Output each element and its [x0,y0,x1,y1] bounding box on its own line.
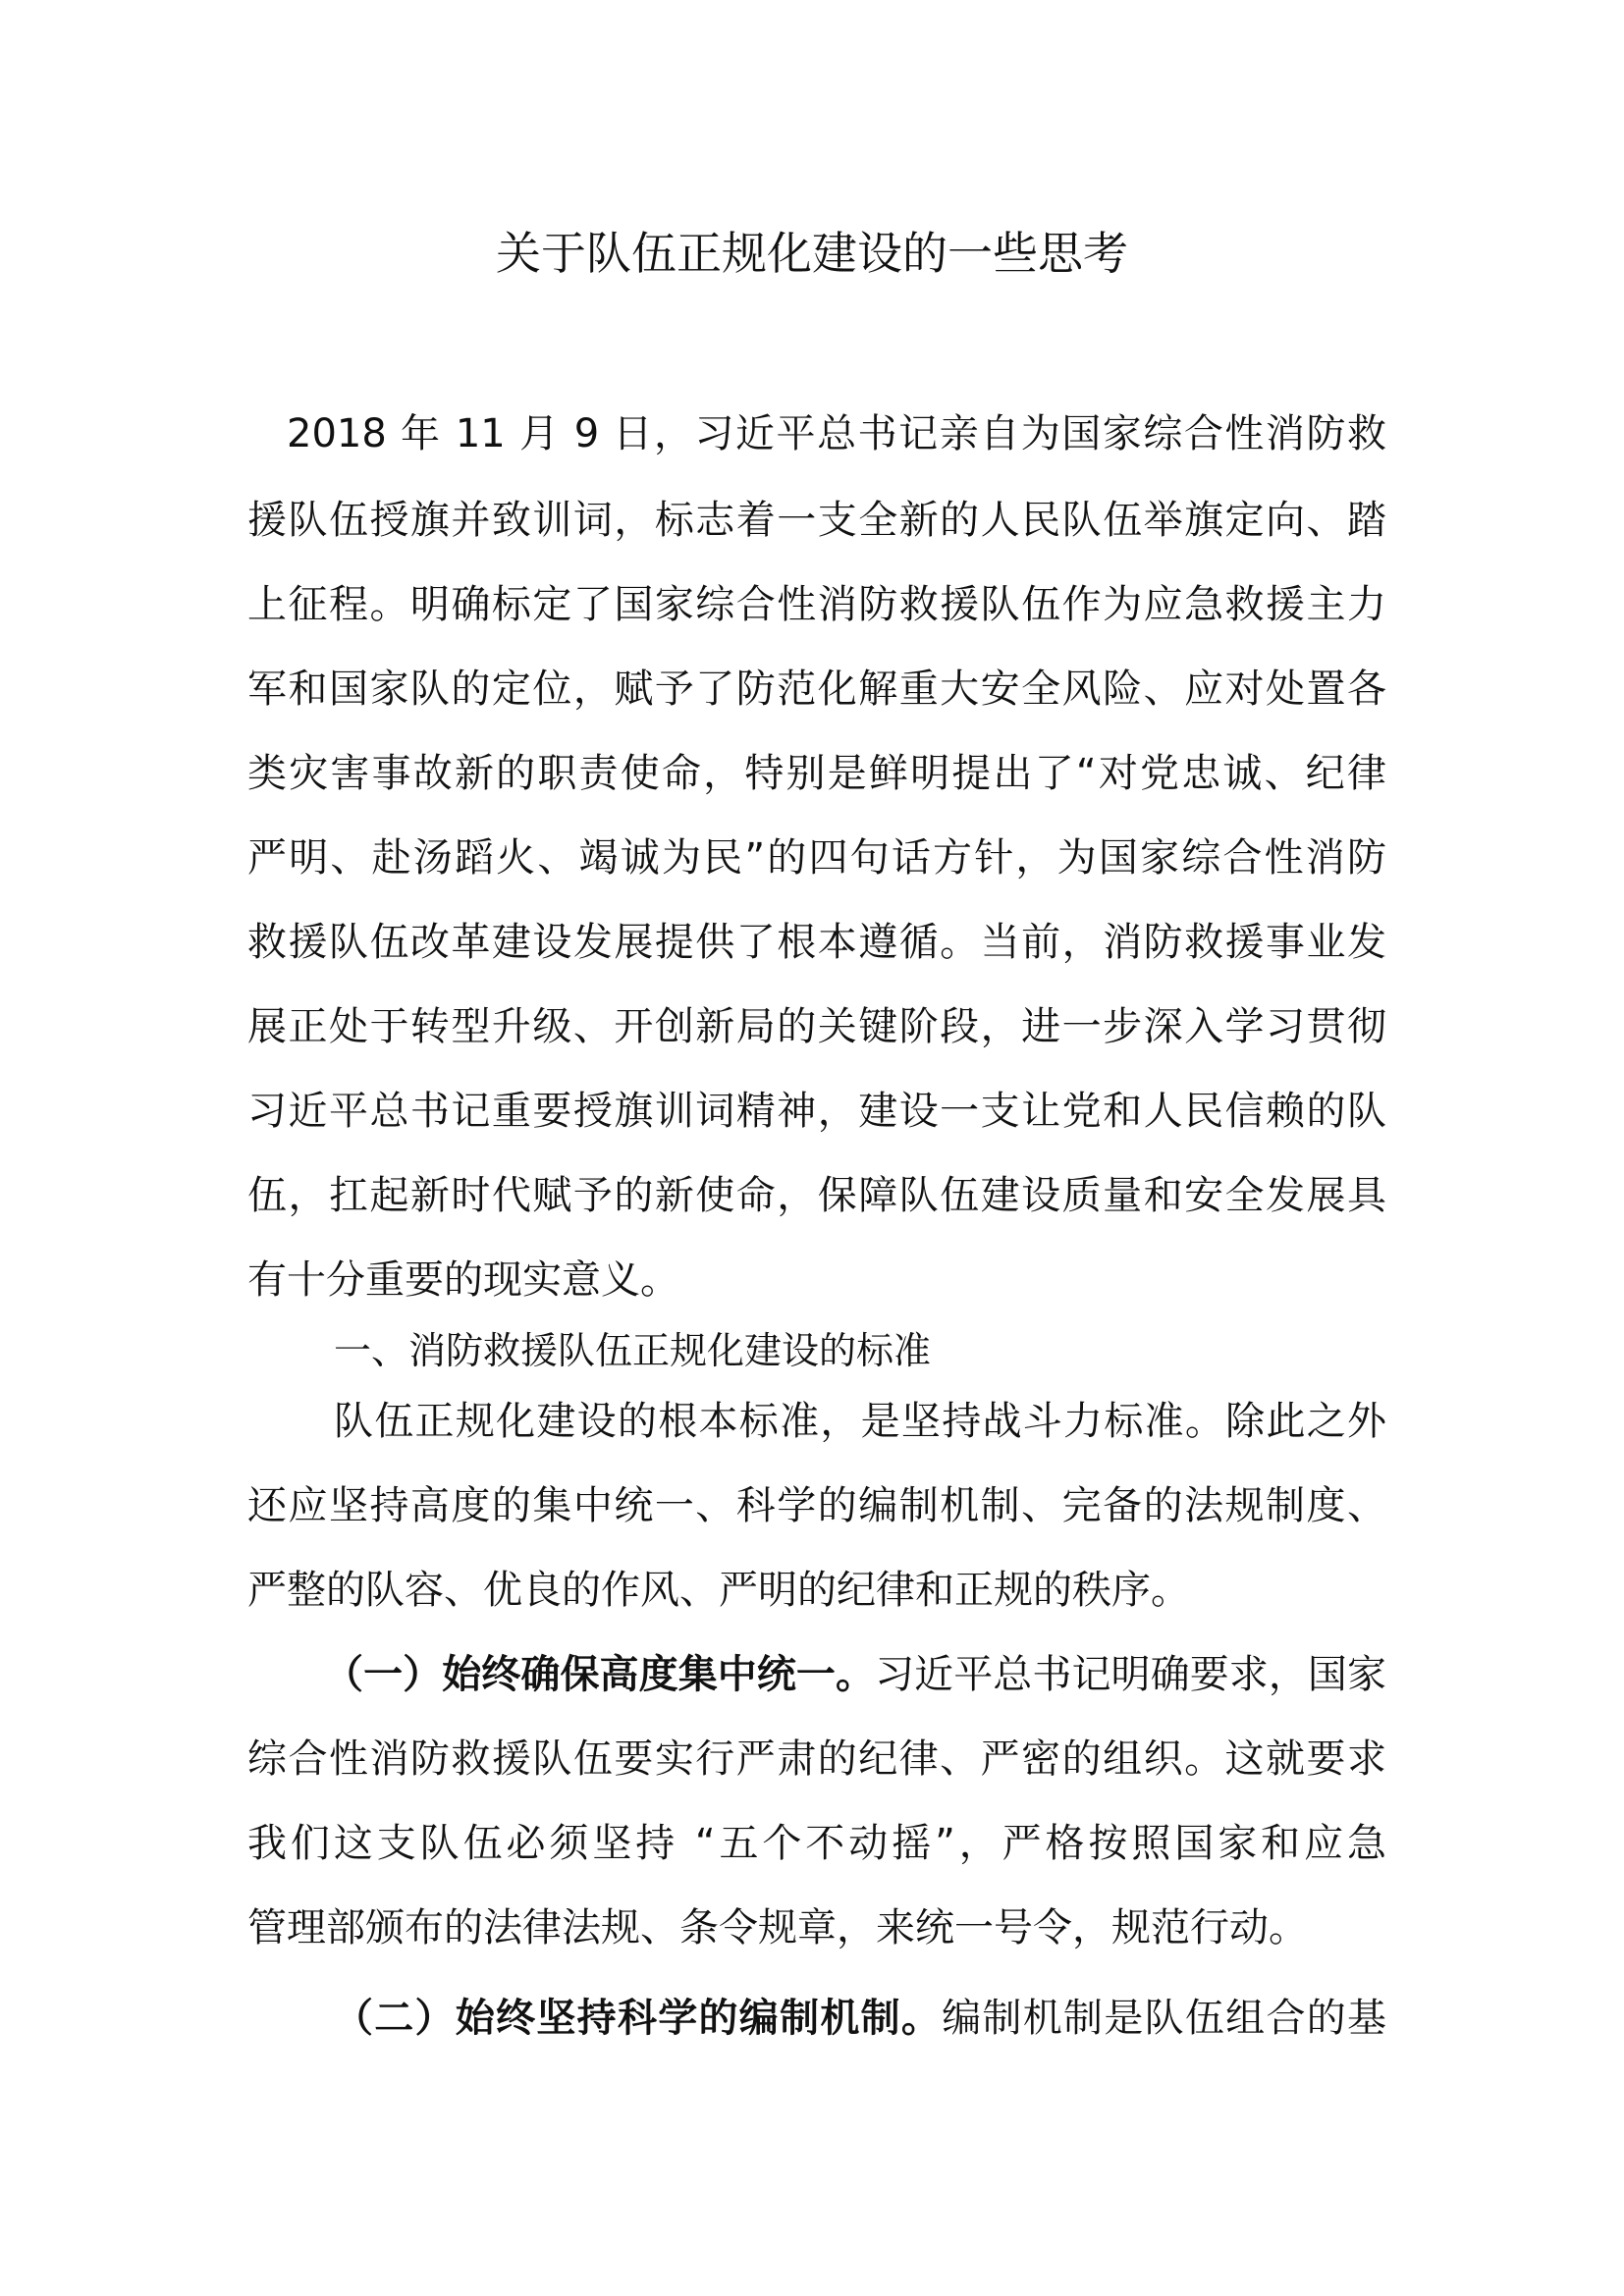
paragraph-line: 伍，扛起新时代赋予的新使命，保障队伍建设质量和安全发展具 [247,1173,1386,1218]
item-first-line [324,1645,1386,1704]
paragraph-line: 有十分重要的现实意义。 [247,1257,679,1303]
item-heading: （二）始终坚持科学的编制机制。 [334,1996,943,2041]
item-first-line [334,1989,1386,2048]
paragraph-line: 综合性消防救援队伍要实行严肃的纪律、严密的组织。这就要求 [247,1736,1386,1782]
paragraph-line: 我们这支队伍必须坚持 “五个不动摇”，严格按照国家和应急 [247,1821,1386,1866]
paragraph-line: 2018 年 11 月 9 日，习近平总书记亲自为国家综合性消防救 [287,411,1386,456]
paragraph-line: 还应坚持高度的集中统一、科学的编制机制、完备的法规制度、 [247,1483,1386,1528]
paragraph-line: 类灾害事故新的职责使命，特别是鲜明提出了“对党忠诚、纪律 [247,751,1386,796]
paragraph-line: 军和国家队的定位，赋予了防范化解重大安全风险、应对处置各 [247,667,1386,712]
paragraph-line: 严明、赴汤蹈火、竭诚为民”的四句话方针，为国家综合性消防 [247,835,1386,881]
paragraph-line: 严整的队容、优良的作风、严明的纪律和正规的秩序。 [247,1568,1190,1613]
item-text: 编制机制是队伍组合的基 [942,1996,1387,2041]
paragraph-line: 展正处于转型升级、开创新局的关键阶段，进一步深入学习贯彻 [247,1004,1386,1049]
section-heading: 一、消防救援队伍正规化建设的标准 [334,1329,932,1372]
paragraph-line: 队伍正规化建设的根本标准，是坚持战斗力标准。除此之外 [334,1399,1386,1444]
paragraph-line: 援队伍授旗并致训词，标志着一支全新的人民队伍举旗定向、踏 [247,498,1386,543]
item-heading: （一）始终确保高度集中统一。 [324,1652,876,1697]
item-text: 习近平总书记明确要求，国家 [875,1652,1387,1697]
paragraph-line: 管理部颁布的法律法规、条令规章，来统一号令，规范行动。 [247,1905,1308,1950]
paragraph-line: 习近平总书记重要授旗训词精神，建设一支让党和人民信赖的队 [247,1089,1386,1134]
paragraph-line: 上征程。明确标定了国家综合性消防救援队伍作为应急救援主力 [247,582,1386,627]
paragraph-line: 救援队伍改革建设发展提供了根本遵循。当前，消防救援事业发 [247,920,1386,965]
document-title: 关于队伍正规化建设的一些思考 [496,227,1128,280]
